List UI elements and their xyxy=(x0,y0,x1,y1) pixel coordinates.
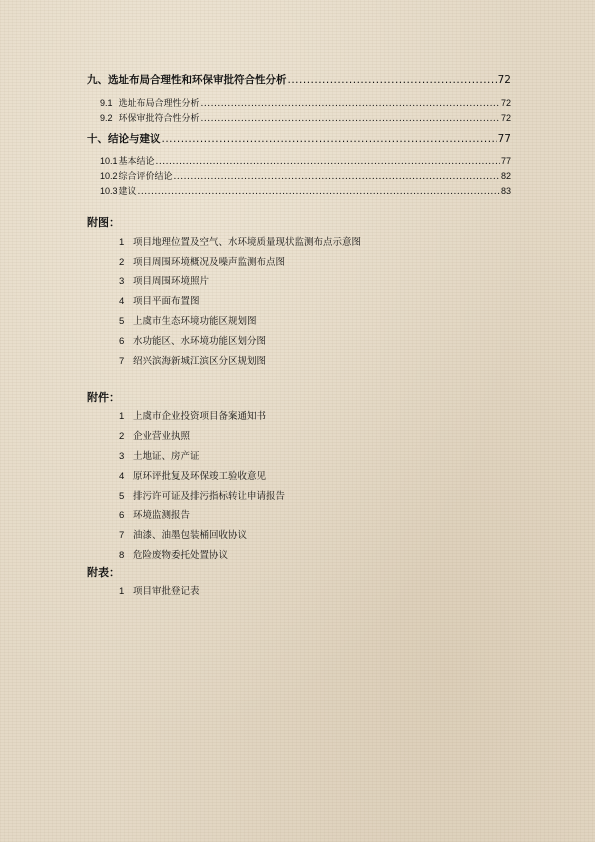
attachment-item xyxy=(119,488,285,502)
item-index: 3 xyxy=(119,451,125,462)
toc-page-number: 72 xyxy=(500,98,511,108)
item-index: 2 xyxy=(119,257,125,268)
item-text: 危险废物委托处置协议 xyxy=(133,550,229,561)
item-text: 水功能区、水环境功能区划分图 xyxy=(133,336,267,347)
toc-dot-leader xyxy=(174,172,500,182)
toc-dot-leader xyxy=(162,133,497,145)
item-text: 项目地理位置及空气、水环境质量现状监测布点示意图 xyxy=(133,237,362,248)
attachment-item xyxy=(119,507,190,521)
toc-dot-leader xyxy=(288,74,497,86)
toc-chapter-title: 结论与建议 xyxy=(108,133,161,145)
toc-section-number: 9.1 xyxy=(100,98,113,108)
tables-heading: 附表： xyxy=(87,566,120,579)
item-text: 项目平面布置图 xyxy=(133,296,200,307)
figure-item xyxy=(119,333,266,347)
toc-page-number: 82 xyxy=(500,171,511,181)
toc-page-number: 77 xyxy=(497,133,511,145)
item-text: 项目周围环境概况及噪声监测布点图 xyxy=(133,257,286,268)
item-index: 8 xyxy=(119,550,125,561)
attachment-item xyxy=(119,428,190,442)
attachments-heading: 附件： xyxy=(87,391,120,404)
toc-entry-10-3[interactable] xyxy=(100,184,511,197)
item-index: 6 xyxy=(119,510,125,521)
item-text: 上虞市生态环境功能区规划图 xyxy=(133,316,257,327)
item-index: 7 xyxy=(119,356,125,367)
item-index: 7 xyxy=(119,530,125,541)
toc-chapter-title: 选址布局合理性和环保审批符合性分析 xyxy=(108,74,287,86)
item-text: 土地证、房产证 xyxy=(133,451,200,462)
item-index: 1 xyxy=(119,237,125,248)
toc-page-number: 77 xyxy=(500,156,511,166)
toc-dot-leader xyxy=(201,114,500,124)
toc-page-number: 72 xyxy=(500,113,511,123)
toc-page-number: 83 xyxy=(500,186,511,196)
item-index: 5 xyxy=(119,316,125,327)
item-index: 1 xyxy=(119,586,125,597)
toc-section-title: 综合评价结论 xyxy=(118,172,173,182)
attachment-item xyxy=(119,448,200,462)
item-index: 2 xyxy=(119,431,125,442)
toc-entry-10-1[interactable] xyxy=(100,154,511,167)
item-text: 绍兴滨海新城江滨区分区规划图 xyxy=(133,356,267,367)
item-text: 油漆、油墨包装桶回收协议 xyxy=(133,530,248,541)
item-text: 环境监测报告 xyxy=(133,510,191,521)
toc-entry-chapter-10[interactable] xyxy=(87,131,511,146)
item-text: 项目审批登记表 xyxy=(133,586,200,597)
toc-entry-10-2[interactable] xyxy=(100,169,511,182)
toc-section-number: 10.1 xyxy=(100,156,118,166)
toc-entry-chapter-9[interactable] xyxy=(87,72,511,87)
item-text: 原环评批复及环保竣工验收意见 xyxy=(133,471,267,482)
figures-heading: 附图： xyxy=(87,216,120,229)
attachment-item xyxy=(119,527,247,541)
item-text: 排污许可证及排污指标转让申请报告 xyxy=(133,491,286,502)
item-text: 项目周围环境照片 xyxy=(133,276,210,287)
toc-section-title: 基本结论 xyxy=(118,157,155,167)
toc-dot-leader xyxy=(156,157,500,167)
item-index: 4 xyxy=(119,296,125,307)
toc-entry-9-1[interactable] xyxy=(100,96,511,109)
item-index: 4 xyxy=(119,471,125,482)
figure-item xyxy=(119,273,209,287)
figure-item xyxy=(119,293,200,307)
item-index: 1 xyxy=(119,411,125,422)
item-text: 上虞市企业投资项目备案通知书 xyxy=(133,411,267,422)
toc-section-title: 建议 xyxy=(118,187,137,197)
toc-section-number: 9.2 xyxy=(100,113,113,123)
attachment-item xyxy=(119,547,228,561)
item-text: 企业营业执照 xyxy=(133,431,191,442)
attachment-item xyxy=(119,468,266,482)
figure-item xyxy=(119,254,285,268)
toc-section-title: 环保审批符合性分析 xyxy=(118,114,200,124)
figure-item xyxy=(119,234,361,248)
item-index: 3 xyxy=(119,276,125,287)
item-index: 6 xyxy=(119,336,125,347)
item-index: 5 xyxy=(119,491,125,502)
attachment-item xyxy=(119,408,266,422)
toc-section-number: 10.3 xyxy=(100,186,118,196)
toc-page-number: 72 xyxy=(497,74,511,86)
toc-section-title: 选址布局合理性分析 xyxy=(118,99,200,109)
toc-section-number: 10.2 xyxy=(100,171,118,181)
figure-item xyxy=(119,353,266,367)
toc-entry-9-2[interactable] xyxy=(100,111,511,124)
toc-dot-leader xyxy=(138,187,500,197)
figure-item xyxy=(119,313,257,327)
table-attachment-item xyxy=(119,583,200,597)
toc-chapter-number: 九、 xyxy=(87,74,108,86)
toc-chapter-number: 十、 xyxy=(87,133,108,145)
toc-dot-leader xyxy=(201,99,500,109)
